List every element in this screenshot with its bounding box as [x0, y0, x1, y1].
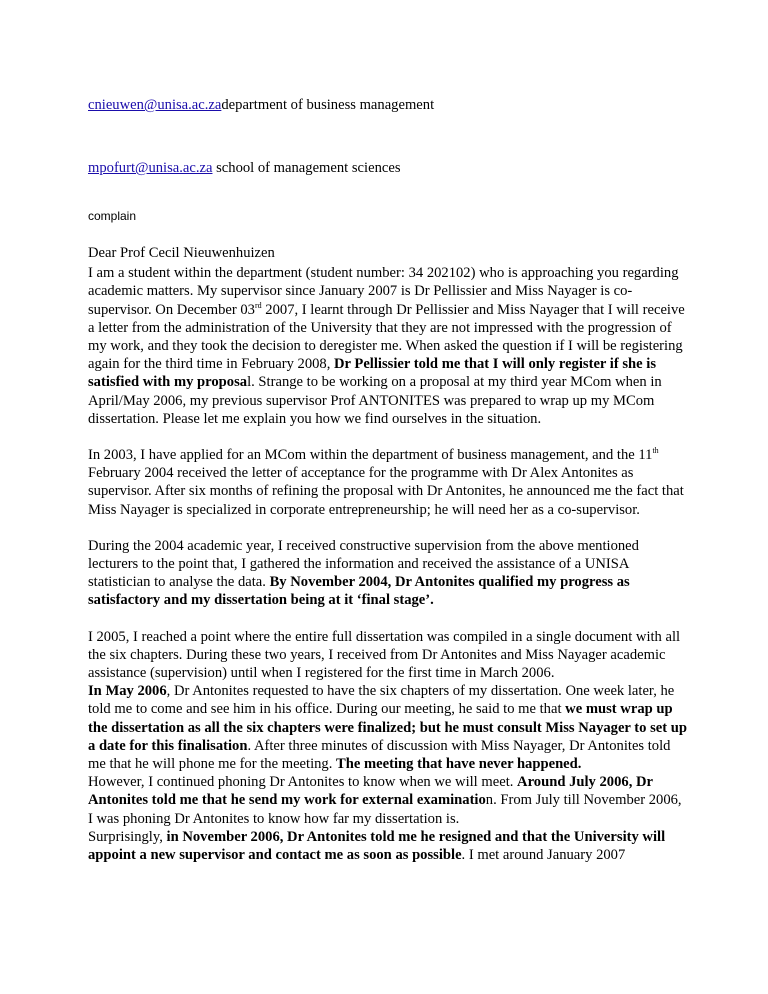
paragraph-1: I am a student within the department (student number: 34 202102) who is approaching you regarding academic matters. My supervisor since January 2007 is Dr Pellissier and Miss Nayager is co-supervisor. On December 03rd 2007, I learnt through Dr Pellissier and Miss Nayager that I will receive a letter from the administration of the University that they are not impressed with the progression of my work, and they took the decision to deregister me. When asked the question if I will be registering again for the third time in February 2008, Dr Pellissier told me that I will only register if she is satisfied with my proposal. Strange to be working on a proposal at my third year MCom when in April/May 2006, my previous supervisor Prof ANTONITES was prepared to wrap up my MCom dissertation. Please let me explain you how we find ourselves in the situation.: [88, 265, 685, 427]
paragraph-2: In 2003, I have applied for an MCom within the department of business management, and the 11th February 2004 received the letter of acceptance for the programme with Dr Alex Antonites as supervisor. After six months of refining the proposal with Dr Antonites, he announced me the fact that Miss Nayager is specialized in corporate entrepreneurship; he will need her as a co-supervisor.: [88, 446, 684, 518]
paragraph-5: In May 2006, Dr Antonites requested to have the six chapters of my dissertation. One week later, he told me to come and see him in his office. During our meeting, he said to me that we must wrap up the dissertation as all the six chapters were finalized; but he must consult Miss Nayager to set up a date for this finalisation. After three minutes of discussion with Miss Nayager, Dr Antonites told me that he will phone me for the meeting. The meeting that have never happened.: [88, 683, 687, 773]
paragraph-6: However, I continued phoning Dr Antonites to know when we will meet. Around July 2006, Dr Antonites told me that he send my work for external examination. From July till November 2006, I was phoning Dr Antonites to know how far my dissertation is.: [88, 774, 682, 827]
letter-body: [88, 244, 688, 864]
dept-label-1: department of business management: [221, 97, 435, 113]
email-link-2[interactable]: mpofurt@unisa.ac.za: [88, 160, 213, 176]
recipient-line-2: [88, 159, 401, 177]
email-link-1[interactable]: cnieuwen@unisa.ac.za: [88, 97, 222, 113]
paragraph-4: I 2005, I reached a point where the entire full dissertation was compiled in a single document with all the six chapters. During these two years, I received from Dr Antonites and Miss Nayager academic assistance (supervision) until when I registered for the first time in March 2006.: [88, 628, 681, 682]
dept-label-2: school of management sciences: [212, 160, 401, 176]
recipient-line-1: [88, 96, 434, 114]
salutation: Dear Prof Cecil Nieuwenhuizen: [88, 245, 275, 261]
paragraph-3: During the 2004 academic year, I received constructive supervision from the above mentioned lecturers to the point that, I gathered the information and received the assistance of a UNISA statistician to analyse the data. By November 2004, Dr Antonites qualified my progress as satisfactory and my dissertation being at it ‘final stage’.: [88, 537, 639, 609]
paragraph-7: Surprisingly, in November 2006, Dr Antonites told me he resigned and that the University will appoint a new supervisor and contact me as soon as possible. I met around January 2007: [88, 828, 666, 864]
subject-line: complain: [88, 209, 137, 223]
